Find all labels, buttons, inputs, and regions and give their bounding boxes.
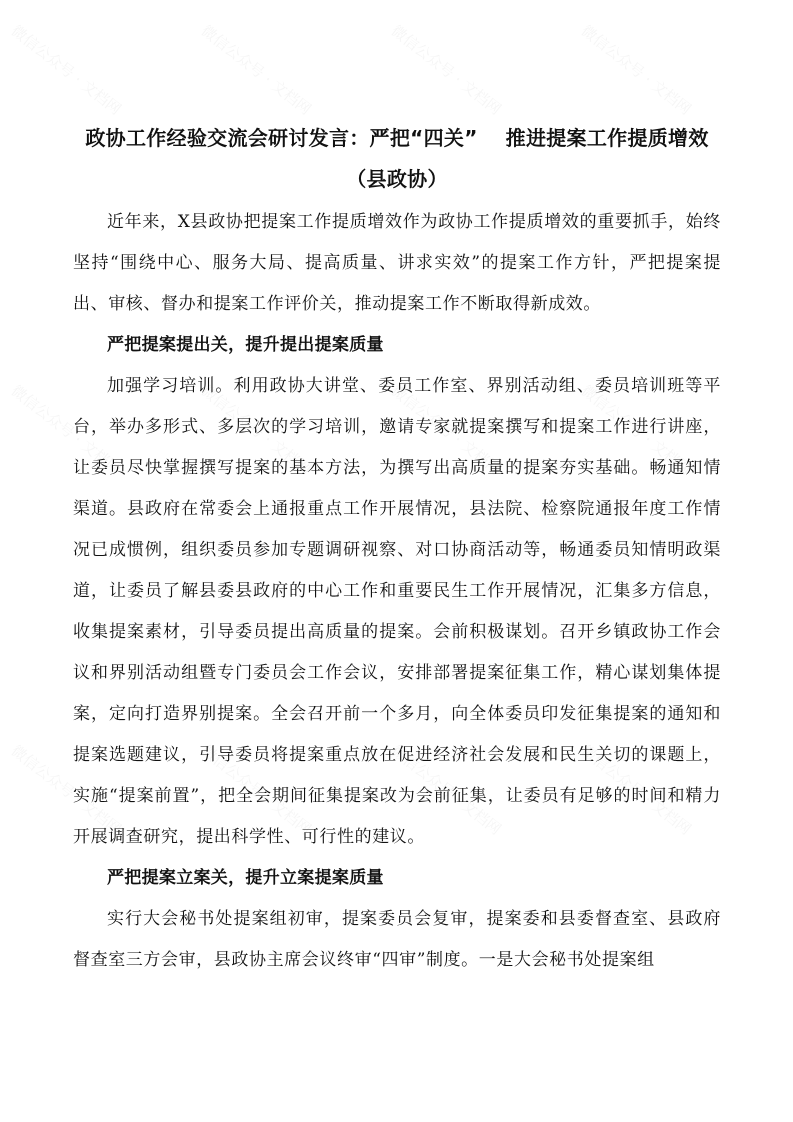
section-heading-proposal-filing: 严把提案立案关，提升立案提案质量 bbox=[107, 868, 384, 888]
watermark: 微信公众号 · 文档网 bbox=[387, 381, 505, 479]
watermark: 微信公众号 · 文档网 bbox=[197, 381, 315, 479]
watermark: 微信公众号 · 文档网 bbox=[197, 21, 315, 119]
watermark: 微信公众号 · 文档网 bbox=[7, 381, 125, 479]
title-part-1: 政协工作经验交流会研讨发言：严把“四关” bbox=[85, 126, 478, 150]
watermark: 微信公众号 · 文档网 bbox=[197, 741, 315, 839]
body-paragraph-filing: 实行大会秘书处提案组初审，提案委员会复审，提案委和县委督查室、县政府督查室三方会审，县政协主席会议终审“四审”制度。一是大会秘书处提案组 bbox=[73, 909, 721, 970]
document-body bbox=[73, 118, 721, 981]
watermark: 微信公众号 · 文档网 bbox=[7, 21, 125, 119]
intro-paragraph: 近年来，X县政协把提案工作提质增效作为政协工作提质增效的重要抓手，始终坚持“围绕中心、服务大局、提高质量、讲求实效”的提案工作方针，严把提案提出、审核、督办和提案工作评价关，推动提案工作不断取得新成效。 bbox=[73, 212, 721, 314]
watermark: 微信公众号 · 文档网 bbox=[387, 741, 505, 839]
section-heading-proposal-submission: 严把提案提出关，提升提出提案质量 bbox=[107, 335, 384, 355]
watermark: 微信公众号 · 文档网 bbox=[577, 381, 695, 479]
body-paragraph-submission: 加强学习培训。利用政协大讲堂、委员工作室、界别活动组、委员培训班等平台，举办多形式、多层次的学习培训，邀请专家就提案撰写和提案工作进行讲座，让委员尽快掌握撰写提案的基本方法，为撰写出高质量的提案夯实基础。畅通知情渠道。县政府在常委会上通报重点工作开展情况，县法院、检察院通报年度工作情况已成惯例，组织委员参加专题调研视察、对口协商活动等，畅通委员知情明政渠道，让委员了解县委县政府的中心工作和重要民生工作开展情况，汇集多方信息，收集提案素材，引导委员提出高质量的提案。会前积极谋划。召开乡镇政协工作会议和界别活动组暨专门委员会工作会议，安排部署提案征集工作，精心谋划集体提案，定向打造界别提案。全会召开前一个多月，向全体委员印发征集提案的通知和提案选题建议，引导委员将提案重点放在促进经济社会发展和民生关切的课题上，实施“提案前置”，把全会期间征集提案改为会前征集，让委员有足够的时间和精力开展调查研究，提出科学性、可行性的建议。 bbox=[73, 376, 721, 847]
watermark: 微信公众号 · 文档网 bbox=[7, 741, 125, 839]
watermark: 微信公众号 · 文档网 bbox=[577, 21, 695, 119]
document-title bbox=[73, 118, 721, 200]
title-part-2: 推进提案工作提质增效（县政协） bbox=[346, 126, 709, 191]
watermark: 微信公众号 · 文档网 bbox=[387, 21, 505, 119]
watermark: 微信公众号 · 文档网 bbox=[577, 741, 695, 839]
